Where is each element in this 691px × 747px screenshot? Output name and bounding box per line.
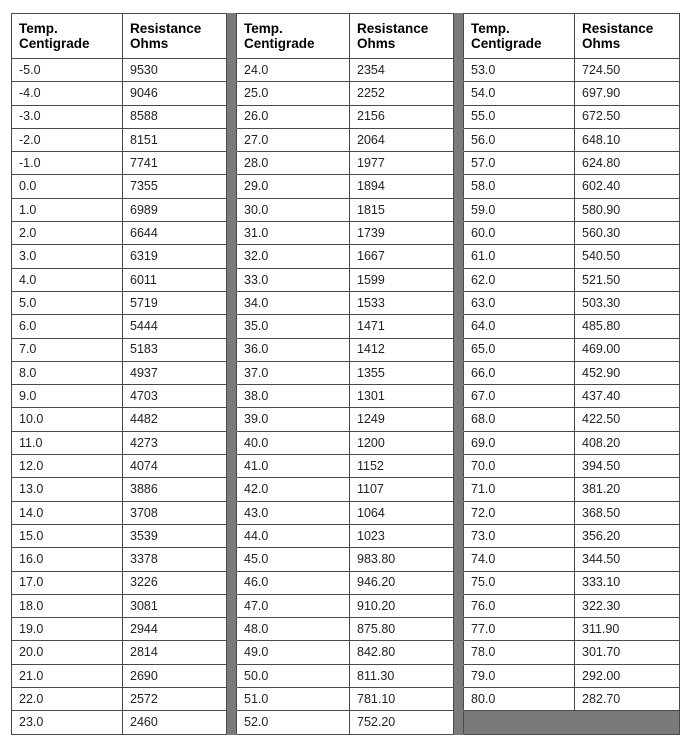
temperature-cell: 22.0 <box>12 688 123 711</box>
resistance-cell: 2354 <box>350 59 454 82</box>
temperature-cell: 36.0 <box>237 338 350 361</box>
resistance-cell: 5444 <box>123 315 227 338</box>
resistance-cell: 1412 <box>350 338 454 361</box>
resistance-cell: 2814 <box>123 641 227 664</box>
column-separator <box>454 431 464 454</box>
resistance-cell: 394.50 <box>575 455 680 478</box>
column-separator <box>227 594 237 617</box>
column-separator <box>454 152 464 175</box>
column-separator <box>227 315 237 338</box>
resistance-cell: 408.20 <box>575 431 680 454</box>
column-separator <box>454 291 464 314</box>
temperature-cell: 64.0 <box>464 315 575 338</box>
column-separator <box>227 128 237 151</box>
column-separator <box>227 245 237 268</box>
resistance-cell: 1152 <box>350 455 454 478</box>
temperature-cell: 68.0 <box>464 408 575 431</box>
resistance-cell: 781.10 <box>350 688 454 711</box>
column-separator <box>227 361 237 384</box>
temperature-cell: 1.0 <box>12 198 123 221</box>
temperature-cell: 12.0 <box>12 455 123 478</box>
column-separator <box>454 268 464 291</box>
table-row <box>12 618 680 641</box>
column-separator <box>454 548 464 571</box>
column-separator <box>454 361 464 384</box>
table-row <box>12 175 680 198</box>
table-row <box>12 59 680 82</box>
temperature-cell: 26.0 <box>237 105 350 128</box>
column-separator <box>227 571 237 594</box>
column-separator <box>227 222 237 245</box>
header-resistance-1: Resistance Ohms <box>123 14 227 59</box>
column-separator <box>227 82 237 105</box>
column-separator <box>454 245 464 268</box>
temperature-cell: 51.0 <box>237 688 350 711</box>
resistance-cell: 4937 <box>123 361 227 384</box>
temperature-cell: -4.0 <box>12 82 123 105</box>
temperature-cell: 54.0 <box>464 82 575 105</box>
column-separator <box>227 524 237 547</box>
table-row <box>12 128 680 151</box>
resistance-cell: 1739 <box>350 222 454 245</box>
table-row <box>12 501 680 524</box>
temperature-cell: 55.0 <box>464 105 575 128</box>
column-separator <box>227 688 237 711</box>
table-row <box>12 664 680 687</box>
resistance-cell: 356.20 <box>575 524 680 547</box>
temperature-cell: -5.0 <box>12 59 123 82</box>
temperature-cell: 14.0 <box>12 501 123 524</box>
resistance-cell: 4482 <box>123 408 227 431</box>
column-separator <box>227 291 237 314</box>
temperature-cell: 30.0 <box>237 198 350 221</box>
resistance-cell: 811.30 <box>350 664 454 687</box>
column-separator <box>454 594 464 617</box>
temperature-cell: 21.0 <box>12 664 123 687</box>
temperature-cell: 58.0 <box>464 175 575 198</box>
resistance-cell: 9530 <box>123 59 227 82</box>
temperature-cell: 3.0 <box>12 245 123 268</box>
resistance-cell: 1471 <box>350 315 454 338</box>
temperature-cell: 48.0 <box>237 618 350 641</box>
table-row <box>12 245 680 268</box>
temperature-cell: 0.0 <box>12 175 123 198</box>
temperature-cell: 27.0 <box>237 128 350 151</box>
resistance-cell: 381.20 <box>575 478 680 501</box>
temperature-cell: 20.0 <box>12 641 123 664</box>
resistance-cell: 6319 <box>123 245 227 268</box>
column-separator <box>454 641 464 664</box>
column-separator <box>454 571 464 594</box>
temperature-cell: 10.0 <box>12 408 123 431</box>
column-separator <box>227 385 237 408</box>
resistance-cell: 983.80 <box>350 548 454 571</box>
resistance-cell: 1064 <box>350 501 454 524</box>
resistance-cell: 540.50 <box>575 245 680 268</box>
temperature-cell: 69.0 <box>464 431 575 454</box>
header-temp-3: Temp. Centigrade <box>464 14 575 59</box>
column-separator <box>454 175 464 198</box>
temperature-cell: 41.0 <box>237 455 350 478</box>
column-separator <box>454 478 464 501</box>
temperature-cell: 24.0 <box>237 59 350 82</box>
resistance-cell: 521.50 <box>575 268 680 291</box>
temperature-cell: 28.0 <box>237 152 350 175</box>
column-separator <box>454 618 464 641</box>
temperature-cell: 35.0 <box>237 315 350 338</box>
column-separator <box>454 385 464 408</box>
temperature-cell: 31.0 <box>237 222 350 245</box>
temperature-cell: 2.0 <box>12 222 123 245</box>
temperature-cell: 32.0 <box>237 245 350 268</box>
column-separator <box>454 222 464 245</box>
temperature-cell: 78.0 <box>464 641 575 664</box>
temperature-cell: 77.0 <box>464 618 575 641</box>
resistance-cell: 485.80 <box>575 315 680 338</box>
temperature-cell: 39.0 <box>237 408 350 431</box>
temperature-cell: 60.0 <box>464 222 575 245</box>
resistance-cell: 1355 <box>350 361 454 384</box>
temperature-cell: 65.0 <box>464 338 575 361</box>
temperature-cell: 23.0 <box>12 711 123 734</box>
table-row <box>12 82 680 105</box>
resistance-cell: 9046 <box>123 82 227 105</box>
resistance-cell: 469.00 <box>575 338 680 361</box>
temperature-cell: 49.0 <box>237 641 350 664</box>
resistance-cell: 301.70 <box>575 641 680 664</box>
temperature-cell: 53.0 <box>464 59 575 82</box>
temperature-cell: 7.0 <box>12 338 123 361</box>
column-separator <box>227 501 237 524</box>
temperature-cell: 6.0 <box>12 315 123 338</box>
resistance-cell: 4273 <box>123 431 227 454</box>
temperature-cell: -2.0 <box>12 128 123 151</box>
temperature-cell: 75.0 <box>464 571 575 594</box>
temperature-cell: 50.0 <box>237 664 350 687</box>
column-separator <box>227 175 237 198</box>
table-row <box>12 688 680 711</box>
resistance-cell: 311.90 <box>575 618 680 641</box>
header-temp-1: Temp. Centigrade <box>12 14 123 59</box>
temperature-cell: 15.0 <box>12 524 123 547</box>
resistance-cell: 3226 <box>123 571 227 594</box>
column-separator <box>454 338 464 361</box>
column-separator <box>227 431 237 454</box>
column-separator <box>227 198 237 221</box>
resistance-cell: 724.50 <box>575 59 680 82</box>
resistance-cell: 4703 <box>123 385 227 408</box>
temperature-cell: 13.0 <box>12 478 123 501</box>
temperature-cell: 72.0 <box>464 501 575 524</box>
column-separator <box>454 408 464 431</box>
temperature-cell: 25.0 <box>237 82 350 105</box>
table-row <box>12 455 680 478</box>
resistance-cell: 3886 <box>123 478 227 501</box>
resistance-cell: 697.90 <box>575 82 680 105</box>
resistance-cell: 1667 <box>350 245 454 268</box>
resistance-cell: 648.10 <box>575 128 680 151</box>
column-separator <box>227 641 237 664</box>
table-row <box>12 338 680 361</box>
column-separator <box>454 711 464 734</box>
empty-filler-cell <box>464 711 680 734</box>
temperature-cell: 33.0 <box>237 268 350 291</box>
resistance-cell: 8588 <box>123 105 227 128</box>
column-separator <box>454 455 464 478</box>
table-row <box>12 222 680 245</box>
temperature-cell: 70.0 <box>464 455 575 478</box>
temperature-cell: 37.0 <box>237 361 350 384</box>
column-separator <box>227 478 237 501</box>
table-row <box>12 268 680 291</box>
resistance-cell: 624.80 <box>575 152 680 175</box>
resistance-cell: 1977 <box>350 152 454 175</box>
column-separator <box>454 128 464 151</box>
resistance-cell: 3378 <box>123 548 227 571</box>
temperature-cell: 44.0 <box>237 524 350 547</box>
resistance-cell: 422.50 <box>575 408 680 431</box>
temperature-cell: 74.0 <box>464 548 575 571</box>
resistance-cell: 452.90 <box>575 361 680 384</box>
resistance-cell: 560.30 <box>575 222 680 245</box>
column-separator <box>454 198 464 221</box>
temperature-cell: 47.0 <box>237 594 350 617</box>
column-separator <box>227 105 237 128</box>
resistance-cell: 1023 <box>350 524 454 547</box>
resistance-cell: 910.20 <box>350 594 454 617</box>
resistance-cell: 1107 <box>350 478 454 501</box>
resistance-cell: 437.40 <box>575 385 680 408</box>
column-separator <box>227 152 237 175</box>
column-separator <box>454 59 464 82</box>
resistance-cell: 333.10 <box>575 571 680 594</box>
temperature-cell: 42.0 <box>237 478 350 501</box>
header-row <box>12 14 680 59</box>
table-row <box>12 105 680 128</box>
temperature-cell: 8.0 <box>12 361 123 384</box>
temperature-cell: 63.0 <box>464 291 575 314</box>
temperature-cell: 62.0 <box>464 268 575 291</box>
resistance-cell: 344.50 <box>575 548 680 571</box>
table-row <box>12 711 680 734</box>
table-row <box>12 524 680 547</box>
resistance-cell: 7741 <box>123 152 227 175</box>
table-row <box>12 291 680 314</box>
temperature-cell: 18.0 <box>12 594 123 617</box>
resistance-cell: 6011 <box>123 268 227 291</box>
resistance-cell: 602.40 <box>575 175 680 198</box>
column-separator <box>227 59 237 82</box>
temperature-cell: 73.0 <box>464 524 575 547</box>
temperature-cell: 40.0 <box>237 431 350 454</box>
resistance-cell: 580.90 <box>575 198 680 221</box>
temperature-cell: 5.0 <box>12 291 123 314</box>
resistance-cell: 946.20 <box>350 571 454 594</box>
temperature-cell: 19.0 <box>12 618 123 641</box>
column-separator <box>227 548 237 571</box>
temperature-cell: -1.0 <box>12 152 123 175</box>
column-separator <box>227 455 237 478</box>
temperature-cell: 57.0 <box>464 152 575 175</box>
resistance-cell: 282.70 <box>575 688 680 711</box>
column-separator <box>227 408 237 431</box>
resistance-cell: 1249 <box>350 408 454 431</box>
table-row <box>12 641 680 664</box>
column-separator <box>454 688 464 711</box>
table-row <box>12 594 680 617</box>
table-row <box>12 548 680 571</box>
column-separator <box>454 524 464 547</box>
resistance-cell: 2156 <box>350 105 454 128</box>
resistance-cell: 672.50 <box>575 105 680 128</box>
column-separator <box>454 664 464 687</box>
resistance-cell: 1894 <box>350 175 454 198</box>
table-row <box>12 431 680 454</box>
resistance-cell: 6644 <box>123 222 227 245</box>
header-resistance-2: Resistance Ohms <box>350 14 454 59</box>
resistance-cell: 1599 <box>350 268 454 291</box>
resistance-table <box>11 13 680 735</box>
column-separator <box>227 618 237 641</box>
resistance-cell: 292.00 <box>575 664 680 687</box>
resistance-cell: 752.20 <box>350 711 454 734</box>
temperature-cell: 38.0 <box>237 385 350 408</box>
resistance-cell: 6989 <box>123 198 227 221</box>
resistance-cell: 1200 <box>350 431 454 454</box>
temperature-cell: 45.0 <box>237 548 350 571</box>
resistance-cell: 1301 <box>350 385 454 408</box>
resistance-cell: 2572 <box>123 688 227 711</box>
temperature-cell: 59.0 <box>464 198 575 221</box>
table-row <box>12 408 680 431</box>
resistance-cell: 3708 <box>123 501 227 524</box>
temperature-cell: 29.0 <box>237 175 350 198</box>
resistance-cell: 875.80 <box>350 618 454 641</box>
resistance-cell: 503.30 <box>575 291 680 314</box>
resistance-cell: 2690 <box>123 664 227 687</box>
resistance-cell: 3539 <box>123 524 227 547</box>
temperature-cell: 16.0 <box>12 548 123 571</box>
resistance-cell: 1815 <box>350 198 454 221</box>
column-separator <box>227 14 237 59</box>
table-row <box>12 198 680 221</box>
resistance-cell: 322.30 <box>575 594 680 617</box>
temperature-cell: 34.0 <box>237 291 350 314</box>
resistance-cell: 5183 <box>123 338 227 361</box>
column-separator <box>454 315 464 338</box>
table-row <box>12 152 680 175</box>
resistance-cell: 368.50 <box>575 501 680 524</box>
column-separator <box>227 711 237 734</box>
temperature-cell: 17.0 <box>12 571 123 594</box>
temperature-cell: 46.0 <box>237 571 350 594</box>
column-separator <box>227 338 237 361</box>
column-separator <box>454 105 464 128</box>
resistance-cell: 842.80 <box>350 641 454 664</box>
column-separator <box>454 501 464 524</box>
resistance-cell: 2460 <box>123 711 227 734</box>
temperature-cell: 9.0 <box>12 385 123 408</box>
temperature-cell: 66.0 <box>464 361 575 384</box>
resistance-cell: 2944 <box>123 618 227 641</box>
resistance-cell: 3081 <box>123 594 227 617</box>
resistance-cell: 7355 <box>123 175 227 198</box>
temperature-cell: 71.0 <box>464 478 575 501</box>
header-resistance-3: Resistance Ohms <box>575 14 680 59</box>
resistance-cell: 1533 <box>350 291 454 314</box>
temperature-cell: 11.0 <box>12 431 123 454</box>
temperature-cell: 80.0 <box>464 688 575 711</box>
temperature-cell: 67.0 <box>464 385 575 408</box>
resistance-cell: 2252 <box>350 82 454 105</box>
table-row <box>12 478 680 501</box>
temperature-cell: -3.0 <box>12 105 123 128</box>
temperature-cell: 79.0 <box>464 664 575 687</box>
temperature-cell: 4.0 <box>12 268 123 291</box>
table-row <box>12 315 680 338</box>
header-temp-2: Temp. Centigrade <box>237 14 350 59</box>
resistance-cell: 8151 <box>123 128 227 151</box>
table-row <box>12 361 680 384</box>
temperature-cell: 61.0 <box>464 245 575 268</box>
temperature-cell: 43.0 <box>237 501 350 524</box>
temperature-cell: 52.0 <box>237 711 350 734</box>
resistance-cell: 2064 <box>350 128 454 151</box>
column-separator <box>227 664 237 687</box>
column-separator <box>454 82 464 105</box>
resistance-cell: 5719 <box>123 291 227 314</box>
temperature-cell: 76.0 <box>464 594 575 617</box>
resistance-cell: 4074 <box>123 455 227 478</box>
column-separator <box>454 14 464 59</box>
column-separator <box>227 268 237 291</box>
table-row <box>12 385 680 408</box>
temperature-cell: 56.0 <box>464 128 575 151</box>
table-row <box>12 571 680 594</box>
